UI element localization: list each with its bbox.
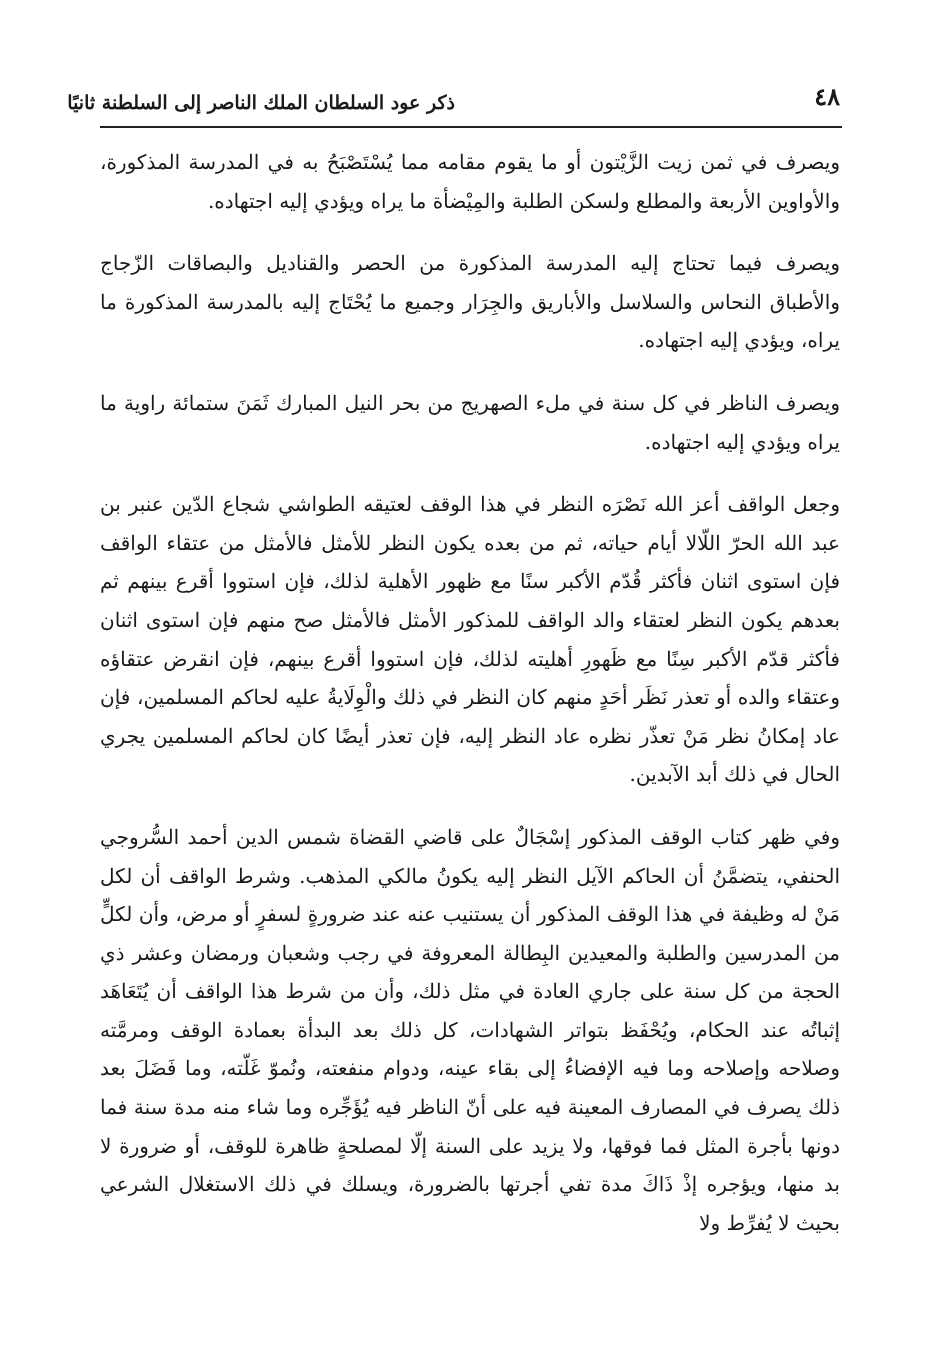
chapter-title: ذكر عود السلطان الملك الناصر إلى السلطنة ثانيًا: [67, 92, 455, 114]
paragraph-supervision: وجعل الواقف أعز الله نَصْرَه النظر في هذا الوقف لعتيقه الطواشي شجاع الدّين عنبر بن عبد الله الحرّ اللّالا أيام حياته، ثم من بعده يكون النظر للأمثل فالأمثل من عتقاء الواقف فإن استوى اثنان فأكثر قُدّم الأكبر سنًا مع ظهور الأهلية لذلك، فإن استووا أقرع بينهم ثم بعدهم يكون النظر لعتقاء والد الواقف للمذكور الأمثل فالأمثل صح منهم فإن استوى اثنان فأكثر قدّم الأكبر سِنًا مع ظَهورِ أهليته لذلك، فإن استووا أقرع بينهم، فإن انقرض عتقاؤه وعتقاء والده أو تعذر نَظَر أحَدٍ منهم كان النظر في ذلك والْوِلَايةُ عليه لحاكم المسلمين، فإن عاد إمكانُ نظر مَنْ تعذّر نظره عاد النظر إليه، فإن تعذر أيضًا كان لحاكم المسلمين يجري الحال في ذلك أبد الآبدين.: [100, 492, 840, 787]
paragraph-cistern-water: ويصرف الناظر في كل سنة في ملء الصهريج من بحر النيل المبارك ثَمَنَ ستمائة راوية ما يراه ويؤدي إليه اجتهاده.: [100, 390, 840, 454]
paragraph-school-supplies: ويصرف فيما تحتاج إليه المدرسة المذكورة من الحصر والقناديل والبصاقات الزّجاج والأطباق النحاس والسلاسل والأباريق والجِرَار وجميع ما يُحْتَاج إليه بالمدرسة المذكورة ما يراه، ويؤدي إليه اجتهاده.: [100, 251, 840, 353]
page-number: ٤٨: [814, 82, 840, 111]
paragraph-oil-lighting: ويصرف في ثمن زيت الزَّيْتون أو ما يقوم مقامه مما يُسْتَصْبَحُ به في المدرسة المذكورة، والأواوين الأربعة والمطلع ولسكن الطلبة والمِيْضأة ما يراه ويؤدي إليه اجتهاده.: [100, 150, 841, 213]
page-body: [100, 143, 840, 1242]
header-divider: [100, 126, 842, 128]
running-header: [67, 80, 840, 124]
paragraph-waqf-conditions: وفي ظهر كتاب الوقف المذكور إسْجَالٌ على قاضي القضاة شمس الدين أحمد السُّروجي الحنفي، يتضمَّنُ أن الحاكم الآيل النظر إليه يكونُ مالكي المذهب. وشرط الواقف أن لكل مَنْ له وظيفة في هذا الوقف المذكور أن يستنيب عنه عند ضرورةٍ لسفرٍ أو مرض، وأن لكلٍّ من المدرسين والطلبة والمعيدين البِطالة المعروفة في رجب وشعبان ورمضان وعشر ذي الحجة من كل سنة على جاري العادة في مثل ذلك، وأن من شرط هذا الواقف أن يُتَعَاهَد إثباتُه عند الحكام، ويُحْفَظ بتواتر الشهادات، كل ذلك بعد البدأة بعمادة الوقف ومرمَّته وصلاحه وإصلاحه وما فيه الإفضاءُ إلى بقاء عينه، ودوام منفعته، ونُموّ غَلّته، وما فَضَلَ بعد ذلك يصرف في المصارف المعينة فيه على أنّ الناظر فيه يُؤَجِّره وما شاء منه مدة سنة فما دونها بأجرة المثل فما فوقها، ولا يزيد على السنة إلّا لمصلحةٍ ظاهرة للوقف، أو ضرورة لا بد منها، ويؤجره إذْ ذَاكَ مدة تفي أجرتها بالضرورة، ويسلك في ذلك الاستغلال الشرعي بحيث لا يُفرِّط ولا: [100, 824, 840, 1235]
